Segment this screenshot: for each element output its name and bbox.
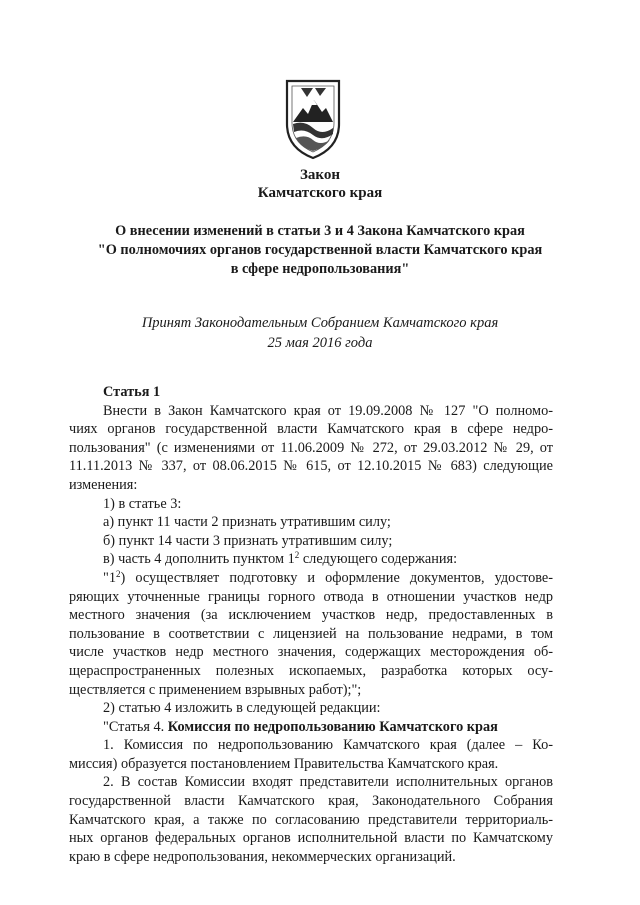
text-line: пользования" (с изменениями от 11.06.2009 № 272, от 29.03.2012 № 29, от: [69, 439, 553, 456]
text-line: ных органов федеральных органов исполнительной власти по Камчатскому: [69, 830, 553, 847]
law-subject: [0, 222, 640, 279]
text-line: краю в сфере недропользования, некоммерческих организаций.: [69, 848, 456, 865]
text-fragment: "Статья 4.: [103, 718, 168, 735]
list-item: 2) статью 4 изложить в следующей редакции:: [103, 700, 381, 717]
superscript: 2: [294, 550, 300, 561]
list-item: б) пункт 14 части 3 признать утратившим силу;: [103, 532, 393, 549]
text-line: числе участков недр местного значения, содержащих месторождения об-: [69, 644, 553, 661]
text-fragment: ) осуществляет подготовку и оформление документов, удостове-: [120, 569, 553, 586]
kamchatka-coat-of-arms-icon: [284, 78, 342, 160]
law-region: Камчатского края: [257, 185, 383, 201]
text-line: миссия) образуется постановлением Правительства Камчатского края.: [69, 755, 499, 772]
adoption-body: Принят Законодательным Собранием Камчатского края: [141, 315, 499, 331]
list-item: [69, 550, 553, 569]
law-body: [69, 383, 553, 866]
text-line: щераспространенных полезных ископаемых, разработка которых осу-: [69, 662, 553, 679]
article-4-title: Комиссия по недропользованию Камчатского края: [167, 718, 498, 735]
text-line: государственной власти Камчатского края, Законодательного Собрания: [69, 793, 553, 810]
text-line: ряющих уточненные границы горного отвода в отношении участков недр: [69, 588, 553, 605]
text-line: 11.11.2013 № 337, от 08.06.2015 № 615, от 12.10.2015 № 683) следующие: [69, 458, 553, 475]
text-line: [69, 569, 553, 588]
text-line: [69, 718, 553, 737]
text-line: 2. В состав Комиссии входят представители исполнительных органов: [103, 774, 553, 791]
law-subject-line: в сфере недропользования": [230, 261, 410, 277]
text-line: изменения:: [69, 476, 138, 493]
text-line: Внести в Закон Камчатского края от 19.09.2008 № 127 "О полномо-: [103, 402, 553, 419]
law-title: Закон: [299, 167, 340, 183]
superscript: 2: [116, 568, 121, 579]
law-subject-line: "О полномочиях органов государственной власти Камчатского края: [97, 242, 543, 258]
text-fragment: в) часть 4 дополнить пунктом 1: [103, 551, 295, 568]
text-line: ществляется с применением взрывных работ);";: [69, 681, 362, 698]
law-subject-line: О внесении изменений в статьи 3 и 4 Закона Камчатского края: [115, 223, 525, 239]
text-fragment: "1: [103, 569, 116, 586]
text-line: пользование в соответствии с лицензией на пользование недрами, в том: [69, 625, 553, 642]
text-line: Камчатского края, а также по согласованию представители территориаль-: [69, 811, 553, 828]
text-line: чиях органов государственной власти Камчатского края в сфере недро-: [69, 421, 553, 438]
text-fragment: следующего содержания:: [299, 551, 458, 568]
text-line: 1. Комиссия по недропользованию Камчатского края (далее – Ко-: [103, 737, 553, 754]
adoption-note: [0, 313, 640, 353]
adoption-date: 25 мая 2016 года: [267, 335, 373, 351]
list-item: а) пункт 11 части 2 признать утратившим силу;: [103, 514, 391, 531]
text-line: местного значения (за исключением участков недр, предоставленных в: [69, 607, 553, 624]
list-item: 1) в статье 3:: [103, 495, 182, 512]
article-heading: Статья 1: [103, 384, 161, 400]
